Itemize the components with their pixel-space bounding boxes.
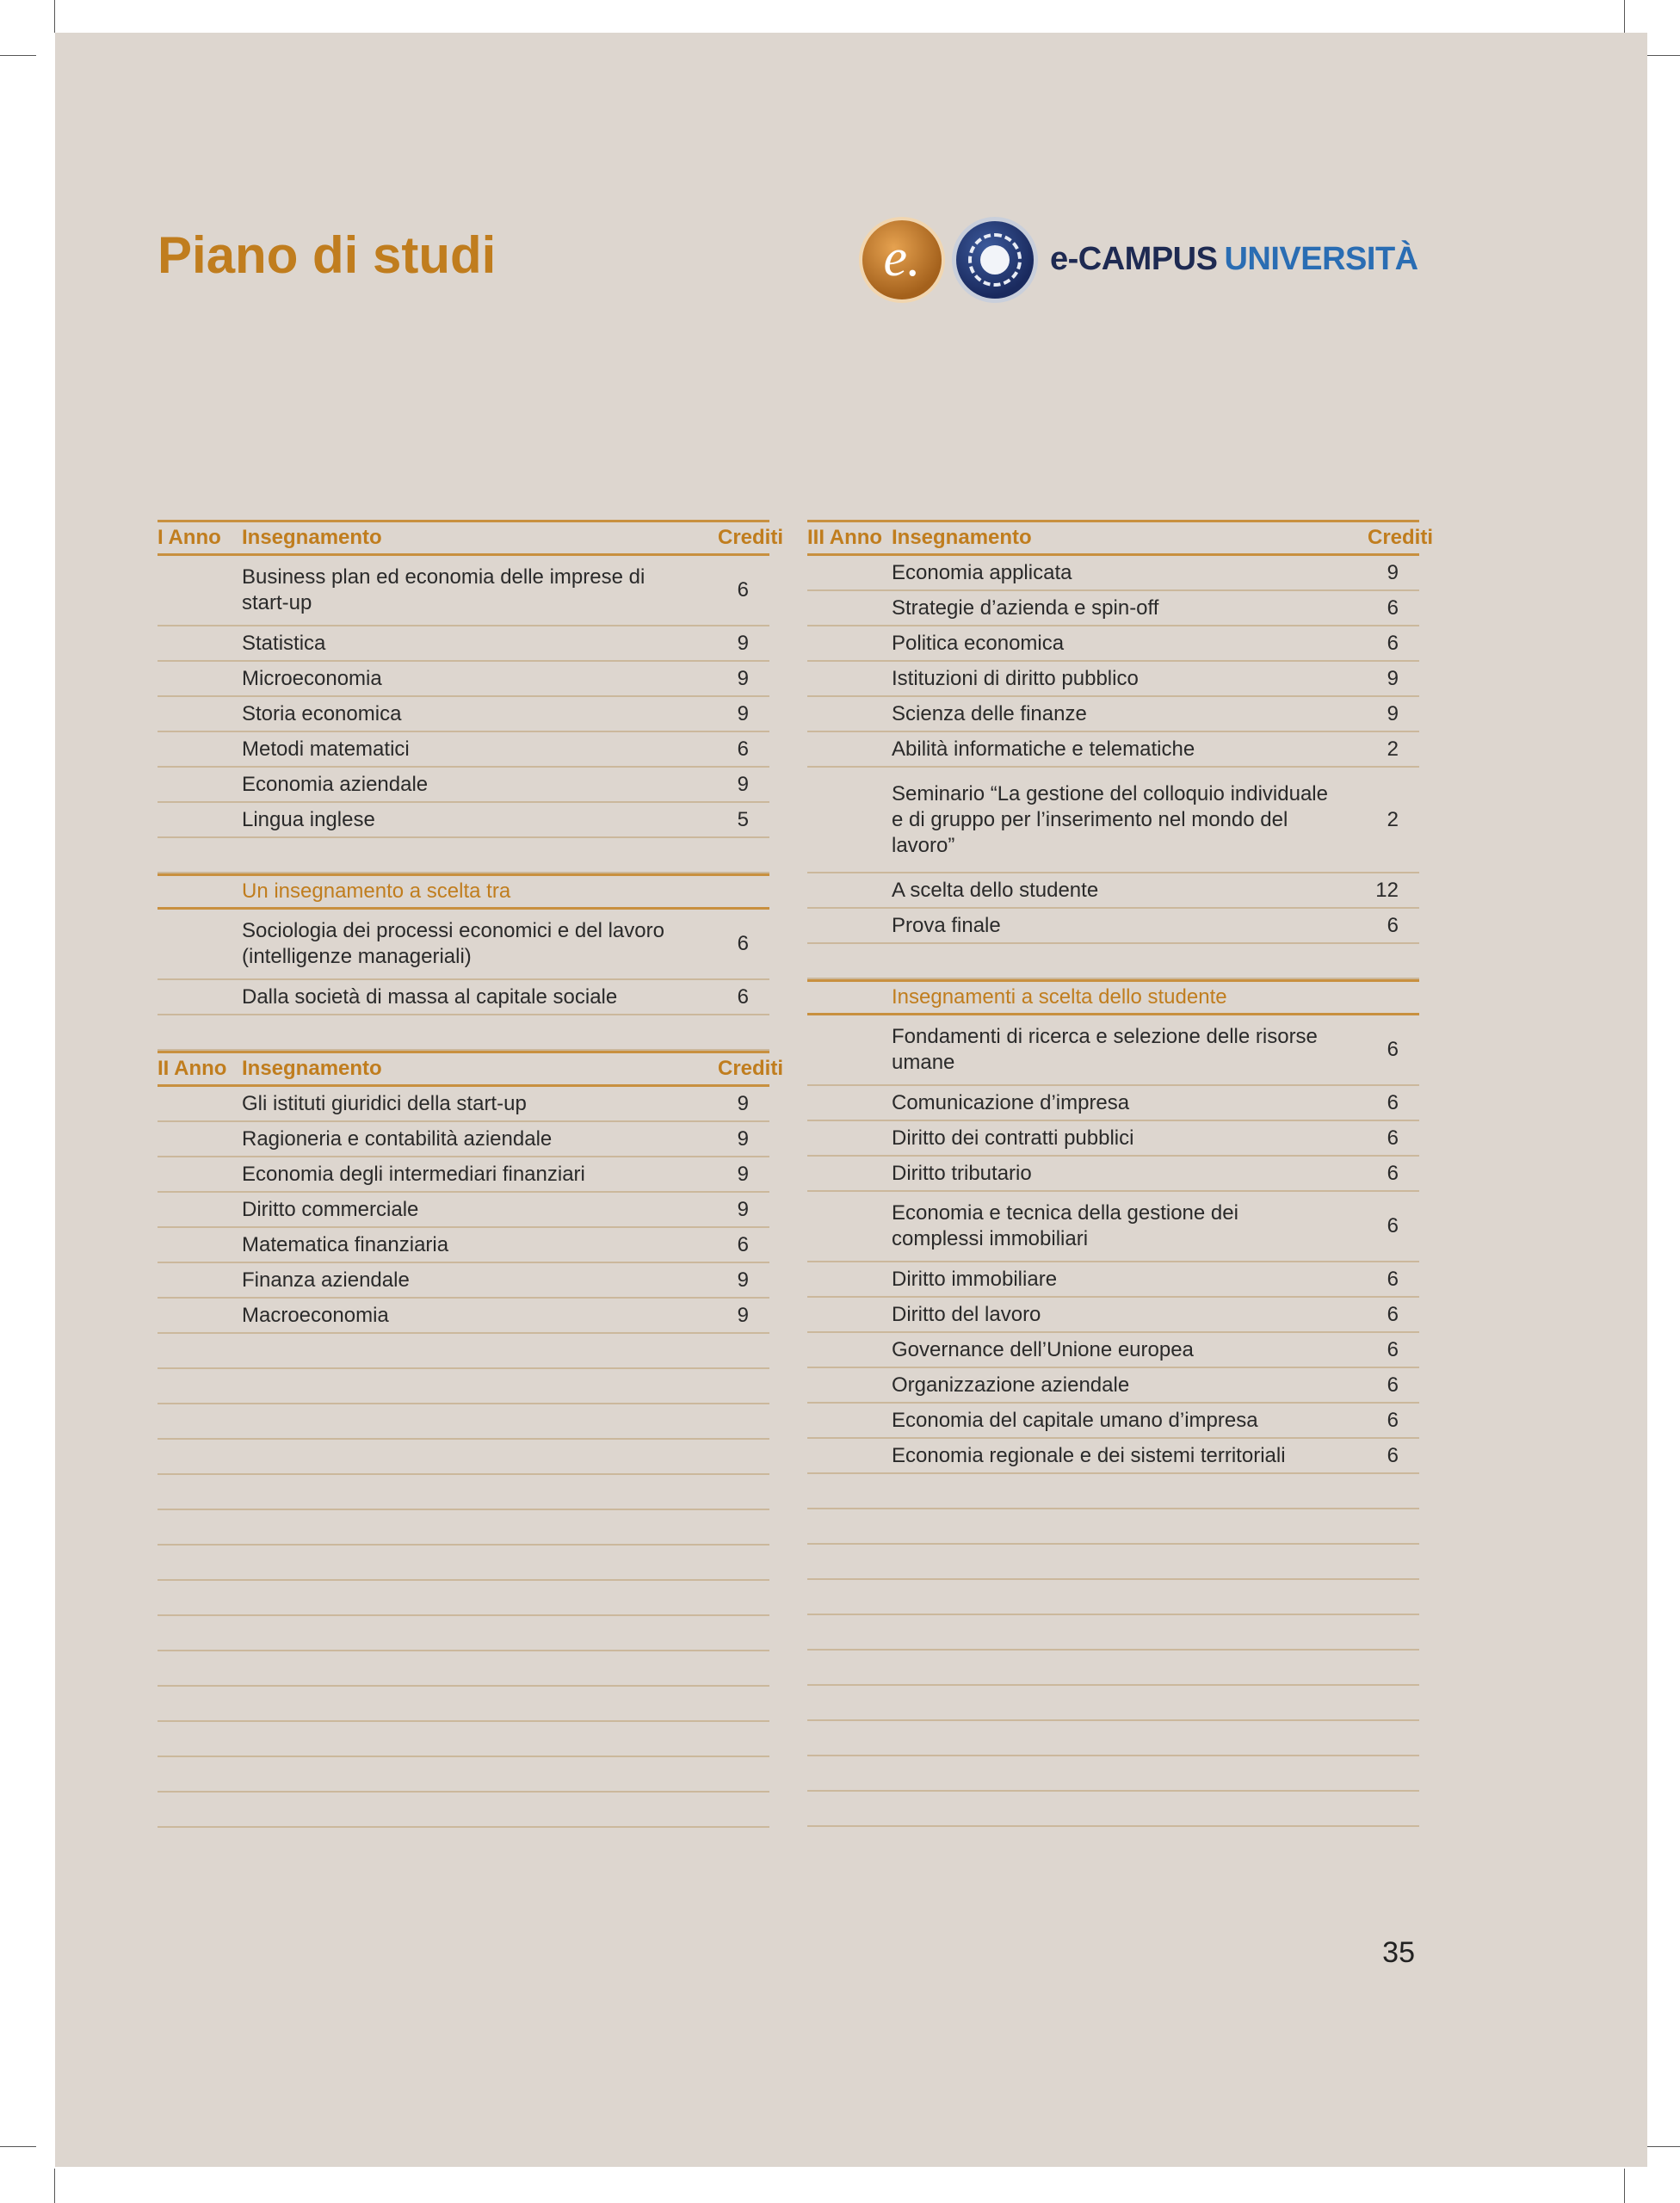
course-name: Gli istituti giuridici della start-up <box>242 1091 527 1115</box>
course-credits: 6 <box>1387 1126 1399 1150</box>
course-credits: 9 <box>737 701 749 725</box>
course-name: Metodi matematici <box>242 737 410 761</box>
course-name: Istituzioni di diritto pubblico <box>892 666 1139 690</box>
course-name: Economia applicata <box>892 560 1072 584</box>
empty-row <box>158 1793 769 1828</box>
empty-row <box>158 1440 769 1475</box>
course-name: Dalla società di massa al capitale sociale <box>242 984 618 1009</box>
table-row <box>807 697 1419 732</box>
crop-mark <box>54 0 55 33</box>
course-credits: 6 <box>1387 631 1399 655</box>
table-row <box>158 768 769 803</box>
empty-row <box>807 1580 1419 1615</box>
course-name: Diritto dei contratti pubblici <box>892 1126 1134 1150</box>
table-row <box>807 1439 1419 1474</box>
table-header <box>158 520 784 556</box>
table-row <box>158 980 769 1015</box>
crop-mark <box>0 2146 36 2147</box>
course-name: Storia economica <box>242 701 402 725</box>
empty-row <box>807 1721 1419 1756</box>
credits-header: Crediti <box>718 1057 784 1080</box>
crop-mark <box>1644 2146 1680 2147</box>
course-credits: 6 <box>1387 1408 1399 1432</box>
course-credits: 9 <box>737 631 749 655</box>
left-column <box>158 520 784 1828</box>
ecampus-medal-icon <box>859 217 945 303</box>
medal-letter: e. <box>883 229 921 287</box>
empty-row <box>158 1510 769 1546</box>
empty-row <box>158 1757 769 1793</box>
table-row <box>158 1299 769 1334</box>
course-name: Strategie d’azienda e spin-off <box>892 595 1159 620</box>
course-name: Macroeconomia <box>242 1303 389 1327</box>
year-label: III Anno <box>807 526 883 549</box>
course-name: Governance dell’Unione europea <box>892 1337 1194 1361</box>
table-row <box>807 1086 1419 1121</box>
empty-row <box>158 1015 769 1051</box>
course-name: A scelta dello studente <box>892 878 1099 902</box>
course-credits: 6 <box>1387 595 1399 620</box>
course-name: Seminario “La gestione del colloquio individuale e di gruppo per l’inserimento nel mondo del lavoro” <box>892 781 1328 857</box>
course-name: Diritto tributario <box>892 1161 1032 1185</box>
course-name: Economia e tecnica della gestione dei complessi immobiliari <box>892 1201 1238 1250</box>
table-row <box>807 768 1419 873</box>
page-number: 35 <box>1382 1936 1415 1969</box>
table-row <box>807 1298 1419 1333</box>
empty-row <box>158 1334 769 1369</box>
crop-mark <box>1624 0 1625 33</box>
credits-header: Crediti <box>1368 526 1434 549</box>
course-credits: 9 <box>737 1268 749 1292</box>
brand-wordmark <box>1050 241 1418 278</box>
course-header: Insegnamento <box>242 526 382 549</box>
university-seal-icon <box>952 217 1038 303</box>
course-credits: 6 <box>1387 1443 1399 1467</box>
course-credits: 6 <box>1387 1337 1399 1361</box>
table-row <box>158 803 769 838</box>
table-row <box>807 1333 1419 1368</box>
crop-mark <box>1624 2169 1625 2203</box>
course-name: Politica economica <box>892 631 1065 655</box>
course-name: Microeconomia <box>242 666 382 690</box>
empty-row <box>807 944 1419 979</box>
elective-header <box>158 873 769 910</box>
table-row <box>807 1192 1419 1262</box>
course-name: Ragioneria e contabilità aziendale <box>242 1126 553 1151</box>
table-row <box>807 1121 1419 1157</box>
course-credits: 6 <box>1387 1214 1399 1237</box>
empty-row <box>158 1722 769 1757</box>
table-row <box>158 1263 769 1299</box>
table-row <box>807 1404 1419 1439</box>
course-credits: 6 <box>1387 1302 1399 1326</box>
course-name: Statistica <box>242 631 326 655</box>
table-row <box>807 732 1419 768</box>
course-credits: 12 <box>1375 878 1399 902</box>
course-credits: 9 <box>737 1162 749 1186</box>
course-credits: 5 <box>737 807 749 831</box>
course-name: Sociologia dei processi economici e del lavoro (intelligenze manageriali) <box>242 919 664 968</box>
empty-row <box>158 1687 769 1722</box>
table-row <box>158 697 769 732</box>
empty-row <box>158 1404 769 1440</box>
empty-row <box>158 1369 769 1404</box>
course-credits: 6 <box>737 578 749 602</box>
table-row <box>158 910 769 980</box>
course-credits: 6 <box>1387 1161 1399 1185</box>
elective-heading: Un insegnamento a scelta tra <box>242 879 511 903</box>
table-row <box>158 556 769 626</box>
course-header: Insegnamento <box>242 1057 382 1080</box>
crop-mark <box>0 55 36 56</box>
page-title: Piano di studi <box>158 226 497 284</box>
empty-row <box>158 838 769 873</box>
course-credits: 6 <box>737 984 749 1009</box>
course-credits: 2 <box>1387 807 1399 831</box>
course-credits: 6 <box>1387 1038 1399 1061</box>
table-row <box>807 1368 1419 1404</box>
table-row <box>158 732 769 768</box>
course-credits: 9 <box>737 1126 749 1151</box>
course-header: Insegnamento <box>892 526 1032 549</box>
course-name: Diritto commerciale <box>242 1197 419 1221</box>
course-credits: 6 <box>737 1232 749 1256</box>
crop-mark <box>54 2169 55 2203</box>
table-row <box>807 556 1419 591</box>
course-credits: 6 <box>737 737 749 761</box>
course-credits: 9 <box>737 1303 749 1327</box>
right-column <box>807 520 1434 1827</box>
brand-suffix: UNIVERSITÀ <box>1224 241 1418 277</box>
course-credits: 2 <box>1387 737 1399 761</box>
course-credits: 6 <box>1387 913 1399 937</box>
course-name: Economia regionale e dei sistemi territoriali <box>892 1443 1286 1467</box>
table-row <box>158 1087 769 1122</box>
table-row <box>807 1015 1419 1086</box>
course-credits: 6 <box>1387 1373 1399 1397</box>
table-row <box>807 1262 1419 1298</box>
elective-heading: Insegnamenti a scelta dello studente <box>892 985 1227 1009</box>
course-credits: 9 <box>737 772 749 796</box>
course-name: Economia aziendale <box>242 772 429 796</box>
empty-row <box>158 1475 769 1510</box>
course-name: Organizzazione aziendale <box>892 1373 1130 1397</box>
empty-row <box>158 1546 769 1581</box>
empty-row <box>807 1756 1419 1792</box>
table-row <box>807 1157 1419 1192</box>
course-credits: 9 <box>737 1091 749 1115</box>
course-credits: 9 <box>1387 666 1399 690</box>
empty-row <box>158 1651 769 1687</box>
course-name: Finanza aziendale <box>242 1268 410 1292</box>
credits-header: Crediti <box>718 526 784 549</box>
table-row <box>158 1122 769 1157</box>
course-credits: 6 <box>1387 1090 1399 1114</box>
table-row <box>158 1157 769 1193</box>
empty-row <box>807 1792 1419 1827</box>
course-name: Abilità informatiche e telematiche <box>892 737 1195 761</box>
table-row <box>807 909 1419 944</box>
empty-row <box>807 1545 1419 1580</box>
empty-row <box>807 1615 1419 1651</box>
crop-mark <box>1644 55 1680 56</box>
empty-row <box>158 1616 769 1651</box>
course-credits: 6 <box>737 932 749 955</box>
table-row <box>807 662 1419 697</box>
table-row <box>807 626 1419 662</box>
course-credits: 9 <box>737 1197 749 1221</box>
course-name: Matematica finanziaria <box>242 1232 449 1256</box>
course-credits: 9 <box>1387 560 1399 584</box>
course-credits: 6 <box>1387 1267 1399 1291</box>
course-name: Lingua inglese <box>242 807 375 831</box>
course-name: Economia del capitale umano d’impresa <box>892 1408 1258 1432</box>
empty-row <box>807 1686 1419 1721</box>
empty-row <box>158 1581 769 1616</box>
table-header <box>807 520 1434 556</box>
course-name: Comunicazione d’impresa <box>892 1090 1130 1114</box>
course-name: Business plan ed economia delle imprese di start-up <box>242 565 645 614</box>
table-row <box>158 662 769 697</box>
course-name: Scienza delle finanze <box>892 701 1087 725</box>
empty-row <box>807 1509 1419 1545</box>
table-header <box>158 1051 784 1087</box>
course-name: Diritto del lavoro <box>892 1302 1041 1326</box>
course-credits: 9 <box>737 666 749 690</box>
course-name: Diritto immobiliare <box>892 1267 1058 1291</box>
table-row <box>807 591 1419 626</box>
course-credits: 9 <box>1387 701 1399 725</box>
table-row <box>158 626 769 662</box>
year-label: II Anno <box>158 1057 227 1080</box>
empty-row <box>807 1474 1419 1509</box>
course-name: Fondamenti di ricerca e selezione delle risorse umane <box>892 1025 1318 1074</box>
year-label: I Anno <box>158 526 221 549</box>
table-row <box>158 1193 769 1228</box>
table-row <box>807 873 1419 909</box>
table-row <box>158 1228 769 1263</box>
brand-prefix: e-CAMPUS <box>1050 241 1218 277</box>
course-name: Prova finale <box>892 913 1001 937</box>
empty-row <box>807 1651 1419 1686</box>
elective-header <box>807 979 1419 1015</box>
course-name: Economia degli intermediari finanziari <box>242 1162 585 1186</box>
